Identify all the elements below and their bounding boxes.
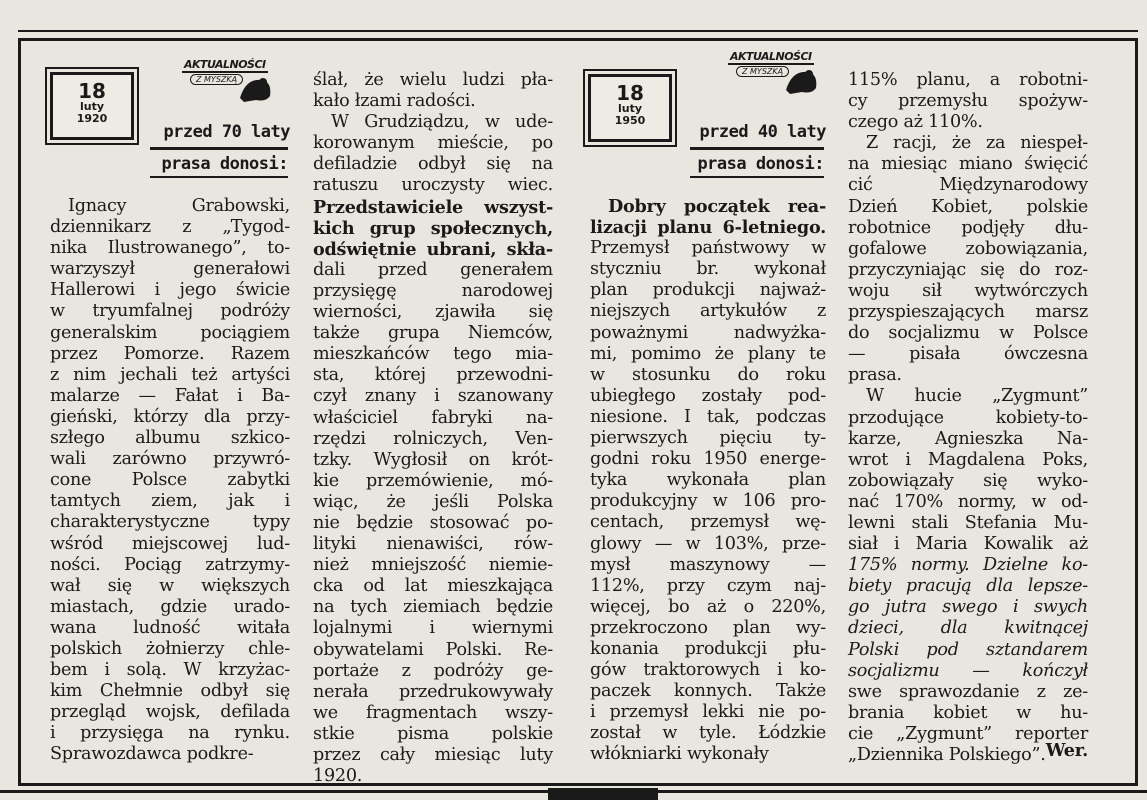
text-line: przez cały miesiąc luty xyxy=(313,745,553,765)
text-line: socjalizmu — kończył xyxy=(848,660,1088,681)
text-line: charakterystyczne typy xyxy=(50,512,290,533)
text-line: do socjalizmu w Polsce xyxy=(848,323,1088,344)
text-line: wrot i Magdalena Poks, xyxy=(848,449,1088,470)
text-line: woju sił wytwórczych xyxy=(848,280,1088,301)
text-line: lizacji planu 6-letniego. xyxy=(590,217,826,239)
kicker-years-ago: przed 70 laty xyxy=(163,122,290,142)
text-line: — pisała ówczesna xyxy=(848,344,1088,365)
text-line: 115% planu, a robotni- xyxy=(848,70,1088,90)
source-label: prasa donosi: xyxy=(690,154,824,178)
date-day: 18 xyxy=(616,81,644,105)
text-line: produkcyjny w 106 pro- xyxy=(590,491,826,512)
column-2 xyxy=(313,70,553,787)
logo-subtitle: Z MYSZKĄ xyxy=(736,66,789,77)
text-line: poważnymi nadwyżka- xyxy=(590,322,826,343)
text-line: w tryumfalnej podróży xyxy=(50,301,290,322)
text-line: centach, przemysł wę- xyxy=(590,512,826,533)
text-line: na miesiąc miano święcić xyxy=(848,154,1088,175)
column-logo xyxy=(726,50,820,94)
text-line: czył znany i szanowany xyxy=(313,386,553,407)
text-line: został w tyle. Łódzkie xyxy=(590,723,826,744)
text-line: przekroczono plan wy- xyxy=(590,617,826,638)
text-line: przyczyniając się do roz- xyxy=(848,259,1088,280)
text-line: malarze — Fałat i Ba- xyxy=(50,385,290,406)
text-line: gów traktorowych i ko- xyxy=(590,660,826,681)
text-line: ślał, że wielu ludzi pła- xyxy=(313,70,553,90)
text-line: bem i solą. W krzyżac- xyxy=(50,660,290,681)
text-line: dziennikarz z „Tygod- xyxy=(50,217,290,238)
text-line: kie przemówienie, mó- xyxy=(313,470,553,491)
date-box-1950 xyxy=(588,74,672,142)
column-logo xyxy=(180,58,274,102)
text-line: nerała przedrukowywały xyxy=(313,681,553,702)
text-line: odświętnie ubrani, skła- xyxy=(313,238,553,260)
text-line: Sprawozdawca podkre- xyxy=(50,744,254,765)
text-line: Hallerowi i jego świcie xyxy=(50,280,290,301)
text-line: nać 170% normy, w od- xyxy=(848,491,1088,512)
text-line: wał się w większych xyxy=(50,575,290,596)
text-line: polskich żołnierzy chle- xyxy=(50,638,290,659)
date-year: 1920 xyxy=(76,112,108,125)
text-line: wśród miejscowej lud- xyxy=(50,533,290,554)
text-line: Przemysł państwowy w xyxy=(590,238,826,259)
date-month: luty xyxy=(617,102,643,115)
text-line: Przedstawiciele wszyst- xyxy=(313,196,553,218)
text-line: Dobry początek rea- xyxy=(608,196,826,217)
text-line: właściciel fabryki na- xyxy=(313,407,553,428)
text-line: mysł maszynowy — xyxy=(590,554,826,575)
text-line: miastach, gdzie urado- xyxy=(50,596,290,617)
text-line: ubiegłego zostały pod- xyxy=(590,385,826,406)
logo-subtitle: Z MYSZKĄ xyxy=(190,74,243,85)
text-line: wiąc, że jeśli Polska xyxy=(313,491,553,512)
text-line: pierwszych pięciu ty- xyxy=(590,428,826,449)
text-line: cone Polsce zabytki xyxy=(50,470,290,491)
text-line: gofalowe zobowiązania, xyxy=(848,238,1088,259)
text-line: swe sprawozdanie z ze- xyxy=(848,681,1088,702)
text-line: 1920. xyxy=(313,766,363,787)
text-line: konania produkcji płu- xyxy=(590,638,826,659)
text-line: stkie pisma polskie xyxy=(313,723,553,744)
text-line: robotnice podjęły dłu- xyxy=(848,217,1088,238)
column-1 xyxy=(50,196,290,766)
text-line: Dzień Kobiet, polskie xyxy=(848,196,1088,217)
text-line: warzyszył generałowi xyxy=(50,259,290,280)
text-line: nież mniejszość niemie- xyxy=(313,555,553,576)
text-line: ności. Pociąg zatrzymy- xyxy=(50,554,290,575)
text-line: kało łzami radości. xyxy=(313,91,476,112)
bottom-tab xyxy=(548,788,658,800)
text-line: godni roku 1950 energe- xyxy=(590,449,826,470)
mouse-icon xyxy=(236,72,276,104)
text-line: we fragmentach wszy- xyxy=(313,702,553,723)
kicker-rule xyxy=(150,147,288,150)
text-line: w stosunku do roku xyxy=(590,364,826,385)
text-line: tamtych ziem, jak i xyxy=(50,491,290,512)
kicker-rule xyxy=(690,147,824,150)
text-line: przyspieszających marsz xyxy=(848,302,1088,323)
text-line: i przysięga na rynku. xyxy=(50,723,290,744)
text-line: także grupa Niemców, xyxy=(313,323,553,344)
text-line: wali zarówno przywró- xyxy=(50,449,290,470)
text-line: na tych ziemiach będzie xyxy=(313,597,553,618)
text-line: czego aż 110%. xyxy=(848,112,983,133)
logo-title: AKTUALNOŚCI xyxy=(730,50,812,63)
text-line: niesione. I tak, podczas xyxy=(590,406,826,427)
text-line: przez Pomorze. Razem xyxy=(50,343,290,364)
text-line: z nim jechali też artyści xyxy=(50,364,290,385)
text-line: plan produkcji najważ- xyxy=(590,280,826,301)
top-rule xyxy=(18,30,1138,32)
text-line: obywatelami Polski. Re- xyxy=(313,639,553,660)
text-line: szłego albumu szkico- xyxy=(50,428,290,449)
text-line: sta, której przewodni- xyxy=(313,365,553,386)
text-line: nie będzie stosować po- xyxy=(313,512,553,533)
date-box-1920 xyxy=(50,72,134,140)
text-line: glowy — w 103%, prze- xyxy=(590,533,826,554)
text-line: gieński, którzy dla przy- xyxy=(50,406,290,427)
text-line: lityki nienawiści, rów- xyxy=(313,534,553,555)
text-line: W hucie „Zygmunt” xyxy=(866,386,1088,407)
text-line: Z racji, że za niespeł- xyxy=(866,133,1088,154)
column-4 xyxy=(848,70,1088,766)
text-line: dzieci, dla kwitnącej xyxy=(848,618,1088,639)
text-line: wierności, zjawiła się xyxy=(313,302,553,323)
text-line: cy przemysłu spożyw- xyxy=(848,91,1088,112)
text-line: ratuszu uroczysty wiec. xyxy=(313,175,553,196)
date-month: luty xyxy=(79,100,105,113)
text-line: lojalnymi i wiernymi xyxy=(313,618,553,639)
text-line: siał i Maria Kowalik aż xyxy=(848,534,1088,555)
kicker-years-ago: przed 40 laty xyxy=(699,122,826,142)
text-line: mi, pomimo że plany te xyxy=(590,343,826,364)
mouse-icon xyxy=(782,64,822,96)
text-line: włókniarki wykonały xyxy=(590,744,769,765)
text-line: więcej, bo aż o 220%, xyxy=(590,596,826,617)
text-line: niejszych artykułów z xyxy=(590,301,826,322)
text-line: tzky. Wygłosił on krót- xyxy=(313,449,553,470)
text-line: generalskim pociągiem xyxy=(50,322,290,343)
text-line: Ignacy Grabowski, xyxy=(68,196,290,216)
text-line: wana ludność witała xyxy=(50,617,290,638)
text-line: przysięgę narodowej xyxy=(313,280,553,301)
text-line: przegląd wojsk, defilada xyxy=(50,702,290,723)
text-line: 112%, przy czym naj- xyxy=(590,575,826,596)
logo-title: AKTUALNOŚCI xyxy=(184,58,266,71)
signature: Wer. xyxy=(1045,740,1088,761)
text-line: portaże z podróży ge- xyxy=(313,660,553,681)
text-line: kich grup społecznych, xyxy=(313,217,553,239)
text-line: 175% normy. Dzielne ko- xyxy=(848,555,1088,576)
text-line: zobowiązały się wyko- xyxy=(848,470,1088,491)
text-line: styczniu br. wykonał xyxy=(590,259,826,280)
column-3 xyxy=(590,196,826,766)
text-line: cić Międzynarodowy xyxy=(848,175,1088,196)
text-line: biety pracują dla lepsze- xyxy=(848,576,1088,597)
text-line: mieszkańców tego mia- xyxy=(313,344,553,365)
text-line: paczek konnych. Także xyxy=(590,681,826,702)
text-line: dali przed generałem xyxy=(313,259,553,280)
text-line: Polski pod sztandarem xyxy=(848,639,1088,660)
text-line: rzędzi rolniczych, Ven- xyxy=(313,428,553,449)
text-line: prasa. xyxy=(848,365,902,386)
text-line: go jutra swego i swych xyxy=(848,597,1088,618)
text-line: brania kobiet w hu- xyxy=(848,702,1088,723)
text-line: kim Chełmnie odbył się xyxy=(50,681,290,702)
date-year: 1950 xyxy=(614,114,646,127)
text-line: W Grudziądzu, w ude- xyxy=(331,112,553,133)
text-line: przodujące kobiety-to- xyxy=(848,407,1088,428)
text-line: tyka wykonała plan xyxy=(590,470,826,491)
text-line: i przemysł lekki nie po- xyxy=(590,702,826,723)
text-line: karze, Agnieszka Na- xyxy=(848,428,1088,449)
text-line: cka od lat mieszkająca xyxy=(313,576,553,597)
source-label: prasa donosi: xyxy=(150,154,288,178)
date-day: 18 xyxy=(78,79,106,103)
text-line: korowanym mieście, po xyxy=(313,133,553,154)
text-line: lewni stali Stefania Mu- xyxy=(848,512,1088,533)
text-line: defiladzie odbył się na xyxy=(313,154,553,175)
text-line: nika Ilustrowanego”, to- xyxy=(50,238,290,259)
text-line: cie „Zygmunt” reporter xyxy=(848,723,1088,744)
text-line: „Dziennika Polskiego”. xyxy=(848,745,1046,765)
